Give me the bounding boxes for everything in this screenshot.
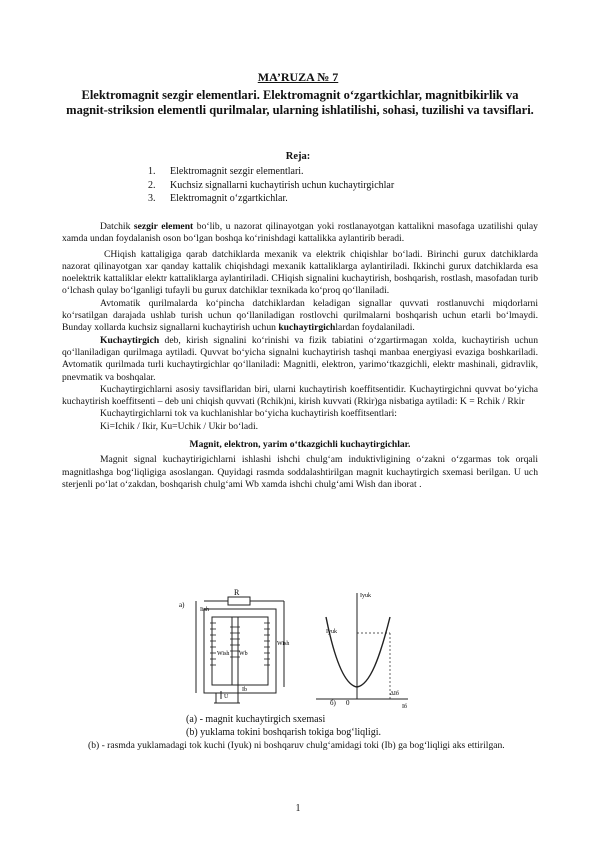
amplifier-schematic <box>196 597 284 703</box>
plan-item <box>148 165 394 179</box>
term-kuchaytirgich: kuchaytirgich <box>278 322 336 334</box>
text-span: Avtomatik qurilmalarda ko‘pincha datchiklardan keladigan signallar quvvati rostlanuvchi miqdorlarni ko‘rsatilgan darajada ushlab turish uchun qo‘llaniladigan rostlovchi qurilmalarni boshqarish uchun etarli bo‘lmaydi. Bunday xollarda kuchsiz signallarni kuchaytirish uchun <box>62 297 538 334</box>
paragraph-magnit: Magnit signal kuchaytirigichlarni ishlashi ishchi chulg‘am induktivligining o‘zakni o‘zgarmas tok orqali magnitlashga bog‘liqligiga asoslangan. Quyidagi rasmda soddalashtirilgan magnit kuchaytirgich sxemasi berilgan. U uch sterjenli po‘lat o‘zakdan, boshqarish chulg‘ami Wb xamda ishchi chulg‘ami Wish dan iborat . <box>62 454 538 490</box>
plan-item-text: Elektromagnit sezgir elementlari. <box>170 166 304 177</box>
plan-item <box>148 179 394 193</box>
text-span: lardan foydalaniladi. <box>335 322 415 334</box>
label-Iyuk: Iyuk <box>326 629 337 635</box>
paragraph-tok-kuchlanish: Kuchaytirgichlarni tok va kuchlanishlar bo‘yicha kuchaytirish koeffitsentlari: <box>100 408 397 420</box>
plan-item-number: 2. <box>148 179 156 191</box>
caption-a: (a) - magnit kuchaytirgich sxemasi <box>186 714 326 725</box>
label-a: a) <box>179 601 185 609</box>
text-span: bo‘lib, u nazorat qilinayotgan yoki rostlanayotgan kattalikni masofaga uzatilishi qulay xamda undan foydalanish oson bo‘lgan boshqa ko‘rinishdagi kattalikka aylantirib beradi. <box>62 221 538 245</box>
label-dIb: ΔIб <box>390 691 399 697</box>
lecture-number: MA’RUZA № 7 <box>257 70 339 84</box>
label-U: U <box>224 694 229 700</box>
paragraph-chiqish: CHiqish kattaligiga qarab datchiklarda mexanik va elektrik chiqishlar bo‘ladi. Birinchi gurux datchiklarda nazorat qilinayotgan xar qanday kattalik chiqishdagi mexanik kattaliklarga aylantiriladi. Ikkinchi gurux datchiklarda esa noelektrik kattaliklar elektr kattaliklarga aylantiriladi. CHiqish signalini kuchaytirish, boshqarish, rostlash, masofadan turib o‘lchash qulay bo‘lganligi tufayli bu gurux datchiklar texnikada ko‘proq qo‘llaniladi. <box>62 248 538 297</box>
label-Iish: Iish <box>200 607 209 613</box>
label-b: б) <box>330 699 336 707</box>
figure-captions <box>186 713 381 739</box>
plan-item-text: Elektromagnit o‘zgartkichlar. <box>170 193 288 204</box>
term-kuchaytirgich-def: Kuchaytirgich <box>100 334 160 346</box>
label-Wish-right: Wish <box>277 641 290 647</box>
label-Wb: Wb <box>239 651 248 657</box>
text-span: deb, kirish signalini ko‘rinishi va fizik tabiatini o‘zgartirmagan xolda, kuchaytirish uchun qo‘llaniladigan qurilmaga aytiladi. Quvvat bo‘yicha signalni kuchaytirish tashqi manbaa energiyasi evaziga boshkariladi. Avtomatik qurilmada turli kuchaytirgichlar qo‘llaniladi: Magnitli, elektron, yarimo‘tkazgichli, elektr mashinali, gidravlik, pnevmatik va boshqalar. <box>62 334 538 383</box>
plan-item-text: Kuchsiz signallarni kuchaytirish uchun kuchaytirgichlar <box>170 179 395 191</box>
label-Ib-axis: Iб <box>402 704 408 709</box>
paragraph-koeffitsent: Kuchaytirgichlarni asosiy tavsiflaridan biri, ularni kuchaytirish koeffitsentidir. Kuchaytirgichni quvvat bo‘yicha kuchaytirish koeffitsenti – deb uni chiqish quvvati (Rchik)ni, kirish kuvvati (Rkir)ga nisbatiga aytiladi: K = Rchik / Rkir <box>62 383 538 408</box>
characteristic-graph <box>316 593 408 699</box>
paragraph-avtomatik <box>62 298 538 335</box>
plan-list <box>148 165 394 206</box>
formula-line: Ki=Ichik / Ikir, Ku=Uchik / Ukir bo‘ladi. <box>100 420 259 432</box>
caption-b: (b) yuklama tokini boshqarish tokiga bog‘liqligi. <box>186 727 381 738</box>
plan-heading: Reja: <box>285 151 311 162</box>
text-span: Datchik <box>100 221 134 232</box>
label-Wish-left: Wish <box>217 651 230 657</box>
paragraph-datchik <box>62 221 538 246</box>
paragraph-kuchaytirgich <box>62 335 538 384</box>
document-title: Elektromagnit sezgir elementlari. Elektromagnit o‘zgartkichlar, magnitbikirlik va magnit-striksion elementli qurilmalar, ularning ishlatilishi, sohasi, tuzilishi va tavsiflari. <box>66 88 534 117</box>
label-Iyuk-axis: Iyuk <box>360 593 371 599</box>
term-sezgir-element: sezgir element <box>133 221 194 232</box>
body-text <box>62 221 538 491</box>
label-Ib: Ib <box>242 687 247 693</box>
magnetic-amplifier-figure <box>176 587 416 709</box>
plan-item-number: 3. <box>148 193 156 204</box>
page-number: 1 <box>295 803 301 814</box>
plan-item-number: 1. <box>148 166 156 177</box>
paragraph-tail: (b) - rasmda yuklamadagi tok kuchi (Iyuk) ni boshqaruv chulg‘amidagi toki (Ib) ga bog‘liqligi aks ettirilgan. <box>88 740 505 751</box>
plan-item <box>148 192 394 206</box>
section-title: Magnit, elektron, yarim o‘tkazgichli kuchaytirgichlar. <box>189 439 411 451</box>
label-R: R <box>234 588 240 597</box>
label-origin: 0 <box>346 699 350 707</box>
